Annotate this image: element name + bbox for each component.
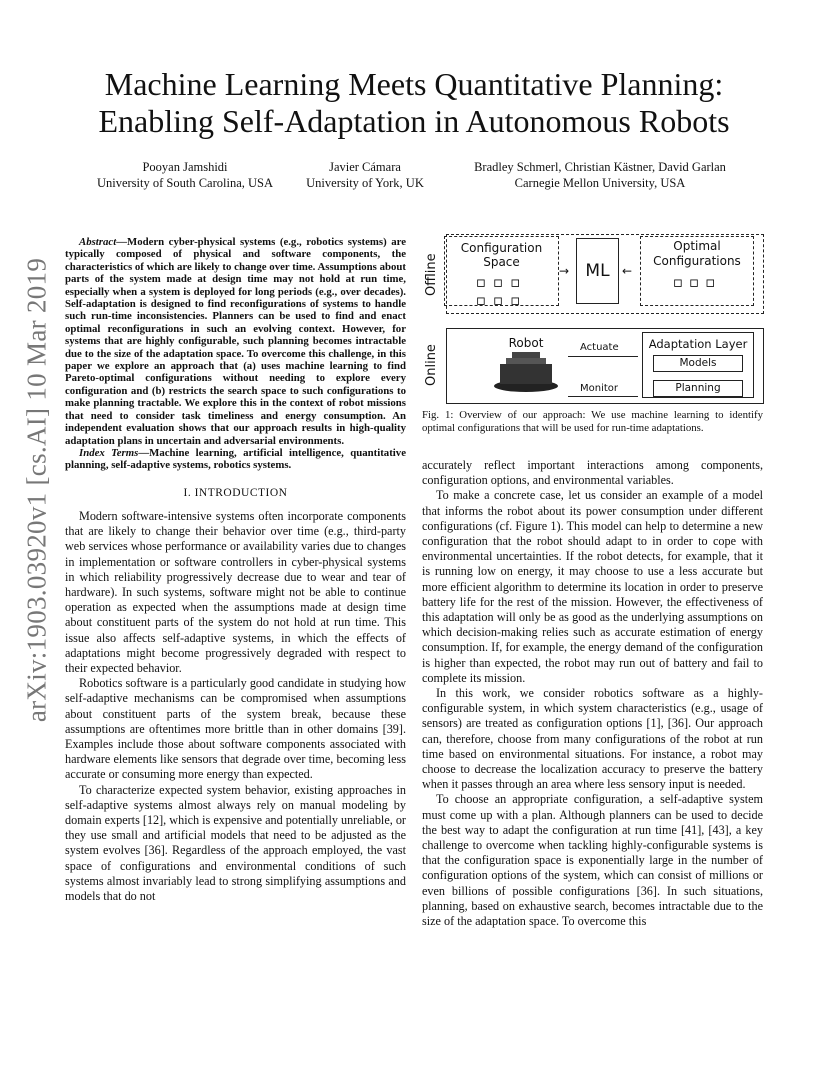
- adaptation-layer-label: Adaptation Layer: [648, 337, 748, 351]
- paper-title: [0, 66, 828, 140]
- paragraph: In this work, we consider robotics software as a highly-configurable system, in which system characteristics (e.g., usage of sensors) are treated as configuration options [1], [36]. Our approach can, therefore, choose from many configurations of the robot at run time based on environmental situations. For instance, a robot may choose to decrease the localization accuracy to preserve the battery when it passes through an area where less sensory input is needed.: [422, 686, 763, 792]
- configuration-space-box: [444, 236, 559, 309]
- paragraph: accurately reflect important interactions among components, configuration options, and environmental variables.: [422, 458, 763, 488]
- paragraph: To make a concrete case, let us consider an example of a model that informs the robot about its power consumption under different configurations (cf. Figure 1). This model can help to determine a new configuration that the robot should adapt to in order to cope with environmental uncertainties. If the robot detects, for example, that it is running low on energy, it may choose to use a less accurate but more efficient algorithm to determine its location in order to preserve battery life for the rest of the mission. However, the effectiveness of this adaptation will only be as good as the underlying assumptions on which decision-making relies such as accurate estimation of energy consumption. If, for example, the energy demand of the configuration is higher than expected, the robot may run out of battery and fail to complete its mission.: [422, 488, 763, 685]
- configuration-space-label: Configuration Space: [460, 241, 543, 269]
- actuate-label: Actuate: [580, 342, 619, 353]
- paragraph: To characterize expected system behavior, existing approaches in self-adaptive systems almost always rely on manual modeling by domain experts [12], which is expensive and potentially unreliable, or they use small and artificial models that need to be adjusted as the system evolves [36]. Regardless of the approach employed, the vast space of configurations and environmental conditions of such systems almost invariably lead to strong simplifying assumptions and models that do not: [65, 782, 406, 903]
- arrow-icon: →: [559, 264, 570, 278]
- author-3: Bradley Schmerl, Christian Kästner, David Garlan Carnegie Mellon University, USA: [474, 160, 726, 190]
- figure-caption: Fig. 1: Overview of our approach: We use machine learning to identify optimal configurations that will be used for run-time adaptations.: [422, 409, 763, 434]
- paragraph: To choose an appropriate configuration, a self-adaptive system must come up with a plan. Although planners can be used to decide the best way to adapt the configuration at run time [41], [43], a key challenge to overcome when tackling highly-configurable systems is that the configuration space is exponentially large in the number of configuration options of the system, which can consist of millions or even billions of possible configurations [36]. In such situations, planning, based on exhaustive search, becomes intractable due to the size of the adaptation space. To overcome this: [422, 792, 763, 929]
- config-icons: ▫▫▫: [475, 291, 528, 309]
- optimal-label-1: Optimal: [673, 239, 721, 253]
- author-2: Javier Cámara University of York, UK: [306, 160, 424, 190]
- ml-box: ML: [576, 238, 619, 304]
- models-box: Models: [653, 355, 743, 372]
- abstract: Abstract—Modern cyber-physical systems (e.g., robotics systems) are typically composed of physical and software components, the characteristics of which are likely to change over time. Assumptions about parts of the system made at design time may not hold at run time, especially when a system is deployed for long periods (e.g., over decades). Self-adaptation is designed to find reconfigurations of systems to handle such run-time inconsistencies. Planners can be used to find and enact optimal reconfigurations in such an evolving context. However, for systems that are highly configurable, such planning becomes intractable due to the size of the adaptation space. To overcome this challenge, in this paper we explore an approach that (a) uses machine learning to find Pareto-optimal configurations without needing to explore every configuration and (b) restricts the search space to such configurations to make planning tractable. We explore this in the context of robot missions that need to consider task timeliness and energy consumption. An independent evaluation shows that our approach results in high-quality adaptation plans in uncertain and adversarial environments.: [65, 236, 406, 447]
- robot-icon: [476, 350, 576, 394]
- arrow-icon: ←: [622, 264, 633, 278]
- paragraph: Modern software-intensive systems often incorporate components that are likely to change their behavior over time (e.g., third-party web services whose performance or availability varies due to changes in implementation or software controllers in cyber-physical systems in which reliability progressively decrease due to wear and tear of hardware). In such systems, software might not be able to continue operation as expected when the assumptions made at design time about constituent parts of the system do not hold at run time. This issue also affects self-adaptive systems, in which the effects of adaptations might become progressively degraded with respect to their expected behavior.: [65, 508, 406, 675]
- offline-label: Offline: [424, 253, 439, 296]
- config-icons: ▫▫▫: [672, 273, 722, 291]
- config-icons: ▫▫▫: [475, 273, 528, 291]
- robot-label: Robot: [508, 336, 544, 350]
- index-terms: Index Terms—Machine learning, artificial intelligence, quantitative planning, self-adaptive systems, robotics systems.: [65, 446, 406, 472]
- author-1: Pooyan Jamshidi University of South Carolina, USA: [96, 160, 274, 190]
- adaptation-layer-box: [642, 332, 754, 398]
- monitor-arrow: [568, 396, 638, 397]
- right-column: [422, 458, 763, 929]
- arxiv-identifier: arXiv:1903.03920v1 [cs.AI] 10 Mar 2019: [21, 257, 52, 723]
- actuate-arrow: [568, 356, 638, 357]
- figure-1-diagram: [420, 228, 765, 406]
- section-heading: I. INTRODUCTION: [183, 486, 288, 499]
- online-label: Online: [424, 344, 439, 386]
- planning-box: Planning: [653, 380, 743, 397]
- left-column: [65, 236, 406, 904]
- robot: [476, 336, 576, 398]
- paragraph: Robotics software is a particularly good candidate in studying how self-adaptive mechanisms can be compromised when assumptions about constituent parts of the system break, because these assumptions are oftentimes more brittle than in other domains [39]. Examples include those about software components associated with hardware elements like sensors that degrade over time, becoming less accurate or consuming more energy than expected.: [65, 676, 406, 782]
- optimal-configurations-box: [640, 236, 754, 306]
- title-line-1: Machine Learning Meets Quantitative Planning:: [104, 66, 724, 102]
- optimal-label-2: Configurations: [653, 254, 741, 268]
- monitor-label: Monitor: [580, 383, 619, 394]
- title-line-2: Enabling Self-Adaptation in Autonomous Robots: [98, 103, 730, 139]
